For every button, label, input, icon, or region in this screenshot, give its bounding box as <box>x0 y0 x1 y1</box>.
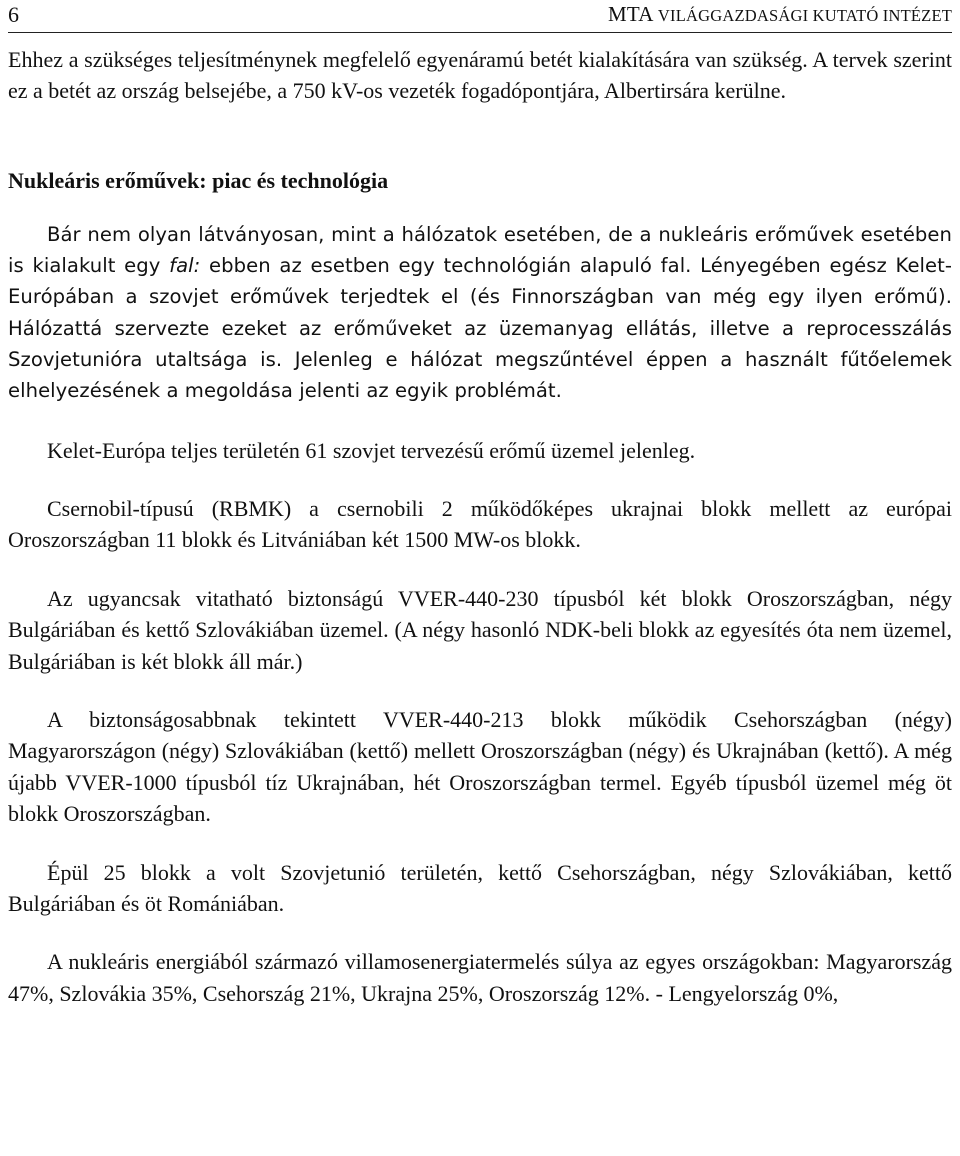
paragraph-vver-440-213: A biztonságosabbnak tekintett VVER-440-213 blokk működik Csehországban (négy) Magyarországon (négy) Szlovákiában (kettő) mellett Oroszországban (négy) és Ukrajnában (kettő). A még újabb VVER-1000 típusból tíz Ukrajnában, hét Oroszországban termel. Egyéb típusból üzemel még öt blokk Oroszországban. <box>8 707 952 827</box>
page-body <box>8 44 952 1009</box>
header-title-rest: VILÁGGAZDASÁGI KUTATÓ INTÉZET <box>657 6 952 25</box>
running-header <box>8 2 952 33</box>
paragraph-soviet-plants: Kelet-Európa teljes területén 61 szovjet tervezésű erőmű üzemel jelenleg. <box>47 437 696 463</box>
sans-paragraph-part1: Bár nem olyan látványosan, mint a hálózatok esetében, de a nukleáris erőművek esetében is kialakult egy <box>8 222 952 278</box>
sans-paragraph <box>8 219 952 407</box>
header-title-lead: MTA <box>608 2 658 26</box>
intro-paragraph: Ehhez a szükséges teljesítménynek megfelelő egyenáramú betét kialakítására van szükség. A tervek szerint ez a betét az ország belsejébe, a 750 kV-os vezeték fogadópontjára, Albertirsára kerülne. <box>8 47 952 104</box>
section-heading: Nukleáris erőművek: piac és technológia <box>8 167 389 193</box>
sans-paragraph-italic: fal: <box>169 254 201 278</box>
page-number: 6 <box>8 2 19 27</box>
header-title <box>608 2 952 27</box>
paragraph-nuclear-share: A nukleáris energiából származó villamosenergiatermelés súlya az egyes országokban: Magyarország 47%, Szlovákia 35%, Csehország 21%, Ukrajna 25%, Oroszország 12%. - Lengyelország 0%, <box>8 949 952 1006</box>
paragraph-vver-440-230: Az ugyancsak vitatható biztonságú VVER-440-230 típusból két blokk Oroszországban, négy Bulgáriában és kettő Szlovákiában üzemel. (A négy hasonló NDK-beli blokk az egyesítés óta nem üzemel, Bulgáriában is két blokk áll már.) <box>8 585 952 674</box>
paragraph-under-construction: Épül 25 blokk a volt Szovjetunió területén, kettő Csehországban, négy Szlovákiában, kettő Bulgáriában és öt Romániában. <box>8 859 952 917</box>
sans-paragraph-part2: ebben az esetben egy technológián alapuló fal. Lényegében egész Kelet-Európában a szovjet erőművek terjedtek el (és Finnországban van még egy ilyen erőmű). Hálózattá szervezte ezeket az erőműveket az üzemanyag ellátás, illetve a reprocesszálás Szovjetunióra utaltsága is. Jelenleg e hálózat megszűntével éppen a használt fűtőelemek elhelyezésének a megoldása jelenti az egyik problémát. <box>8 254 952 403</box>
paragraph-rbmk: Csernobil-típusú (RBMK) a csernobili 2 működőképes ukrajnai blokk mellett az európai Oroszországban 11 blokk és Litvániában két 1500 MW-os blokk. <box>8 496 952 553</box>
